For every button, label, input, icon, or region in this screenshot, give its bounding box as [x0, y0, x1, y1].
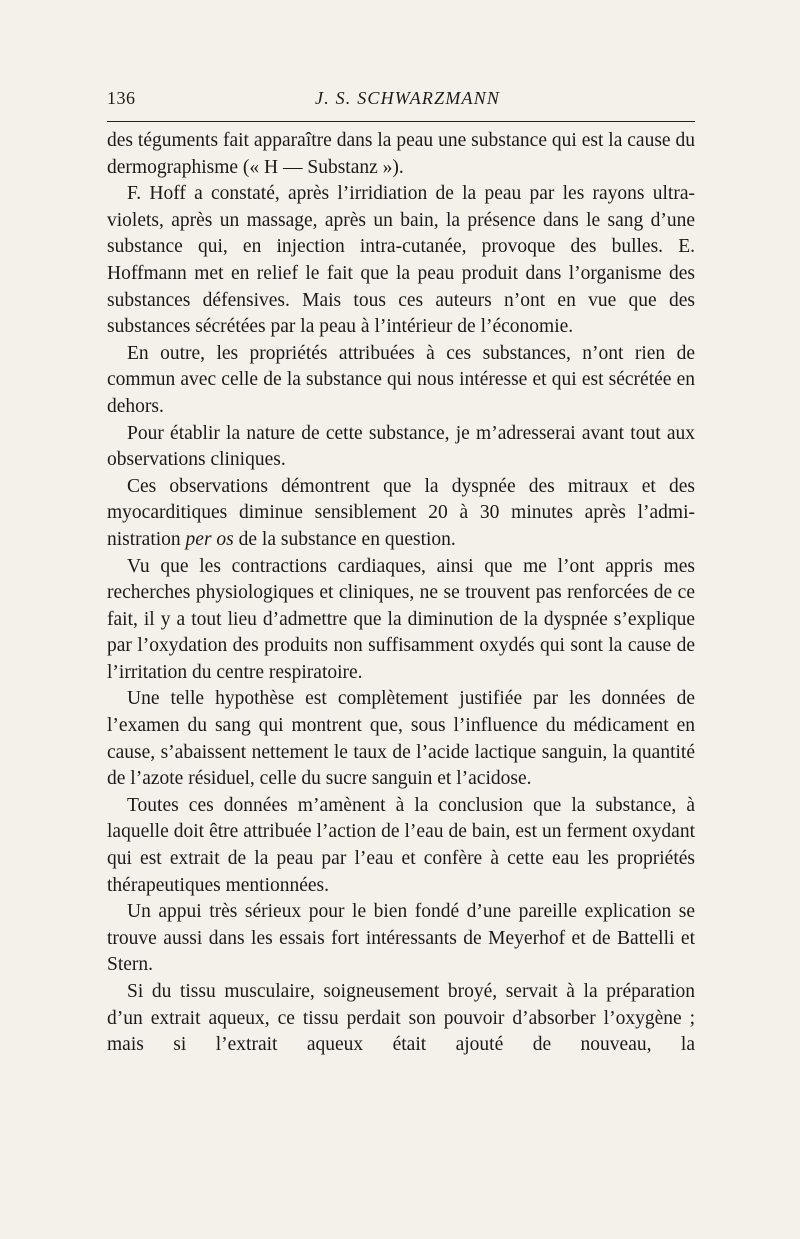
paragraph: Vu que les contractions cardiaques, ainsi que me l’ont appris mes recherches physiologiques et cliniques, ne se trouvent pas renforcées de ce fait, il y a tout lieu d’admettre que la diminution de la dyspnée s’explique par l’oxydation des produits non suffisamment oxydés qui sont la cause de l’irritation du centre respiratoire. [107, 555, 695, 683]
paragraph: Si du tissu musculaire, soigneusement broyé, servait à la préparation d’un extrait aqueux, ce tissu perdait son pouvoir d’absorber l’oxygène ; mais si l’extrait aqueux était ajouté de nouveau, la [107, 981, 695, 1056]
running-head [107, 88, 695, 114]
running-title: J. S. SCHWARZMANN [315, 88, 501, 108]
paragraph-text: de la substance en question. [233, 528, 456, 550]
header-rule [107, 121, 695, 122]
paragraph: Pour établir la nature de cette substance, je m’adresserai avant tout aux observations cliniques. [107, 422, 695, 471]
paragraph: En outre, les propriétés attribuées à ces substances, n’ont rien de commun avec celle de la substance qui nous intéresse et qui est sécrétée en dehors. [107, 342, 695, 417]
latin-phrase: per os [185, 528, 234, 550]
paragraph [107, 474, 695, 554]
paragraph: Une telle hypothèse est complètement justifiée par les données de l’examen du sang qui montrent que, sous l’influence du médicament en cause, s’abaissent nettement le taux de l’acide lactique sanguin, la quantité de l’azote résiduel, celle du sucre sanguin et l’acidose. [107, 688, 695, 790]
paragraph: Un appui très sérieux pour le bien fondé d’une pareille explication se trouve aussi dans les essais fort intéressants de Meyerhof et de Battelli et Stern. [107, 901, 695, 976]
body-text [107, 128, 695, 1059]
paragraph: Toutes ces données m’amènent à la conclusion que la substance, à laquelle doit être attribuée l’action de l’eau de bain, est un ferment oxydant qui est extrait de la peau par l’eau et confère à cette eau les propriétés thérapeutiques mentionnées. [107, 794, 695, 896]
paragraph: des téguments fait apparaître dans la peau une substance qui est la cause du dermographisme (« H — Substanz »). [107, 130, 695, 178]
paragraph-text: Ces observations démontrent que la dyspnée des mitraux et des myocarditiques diminue sensiblement 20 à 30 minutes après l’administration [107, 475, 695, 550]
page-number: 136 [107, 88, 136, 108]
paragraph: F. Hoff a constaté, après l’irridiation de la peau par les rayons ultra-violets, après un massage, après un bain, la présence dans le sang d’une substance qui, en injection intra-cutanée, provoque des bulles. E. Hoffmann met en relief le fait que la peau produit dans l’organisme des substances défensives. Mais tous ces auteurs n’ont en vue que des substances sécrétées par la peau à l’intérieur de l’économie. [107, 183, 695, 338]
